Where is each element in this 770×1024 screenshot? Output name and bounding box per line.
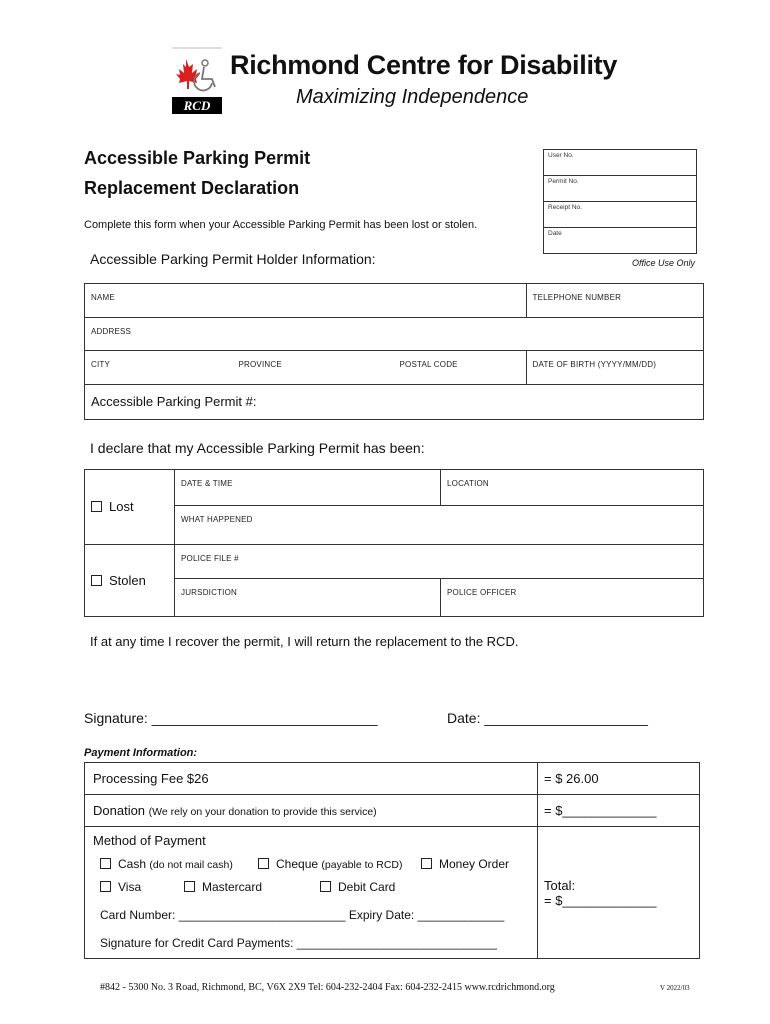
cc-signature-field[interactable]: Signature for Credit Card Payments: ______________________________ [100,936,497,950]
footer-address: #842 - 5300 No. 3 Road, Richmond, BC, V6X 2X9 Tel: 604-232-2404 Fax: 604-232-2415 www.rcdrichmond.org [100,982,555,993]
office-date[interactable]: Date [544,228,696,254]
cheque-note: (payable to RCD) [321,859,403,871]
total-amount-field[interactable]: = $_____________ [544,892,657,908]
stolen-checkbox[interactable] [91,575,102,586]
stolen-label: Stolen [109,572,146,588]
cheque-option[interactable] [258,857,403,871]
mastercard-checkbox[interactable] [184,881,195,892]
jurisdiction-field[interactable]: JURSDICTION [181,588,237,597]
money-order-option[interactable] [421,857,509,871]
city-field[interactable]: CITY [91,360,111,369]
recover-note: If at any time I recover the permit, I will return the replacement to the RCD. [90,634,519,649]
donation-note: (We rely on your donation to provide this service) [148,806,377,818]
visa-label: Visa [118,880,142,894]
card-number-field[interactable]: Card Number: _________________________ Expiry Date: _____________ [100,908,505,922]
what-happened-field[interactable]: WHAT HAPPENED [181,515,253,524]
address-field[interactable]: ADDRESS [91,327,132,336]
cash-checkbox[interactable] [100,858,111,869]
office-receipt-no[interactable]: Receipt No. [544,202,696,228]
declaration-heading: I declare that my Accessible Parking Permit has been: [90,440,425,456]
processing-fee-label: Processing Fee $26 [93,771,209,786]
donation-label: Donation [93,803,146,818]
form-title-line1: Accessible Parking Permit [84,148,311,168]
form-title-line2: Replacement Declaration [84,178,300,198]
holder-heading: Accessible Parking Permit Holder Information: [90,251,376,267]
total-label: Total: [544,877,576,893]
money-order-checkbox[interactable] [421,858,432,869]
visa-checkbox[interactable] [100,881,111,892]
office-user-no[interactable]: User No. [544,150,696,176]
debit-option[interactable] [320,880,395,894]
method-heading: Method of Payment [93,833,206,848]
payment-heading: Payment Information: [84,747,198,759]
cheque-checkbox[interactable] [258,858,269,869]
dob-field[interactable]: DATE OF BIRTH (YYYY/MM/DD) [532,360,657,369]
cash-label: Cash [118,857,147,871]
debit-label: Debit Card [338,880,396,894]
donation-amount-field[interactable]: = $_____________ [544,803,657,818]
org-name: Richmond Centre for Disability [230,50,618,80]
logo-text: RCD [183,98,211,113]
office-use-note: Office Use Only [631,258,695,268]
visa-option[interactable] [100,880,141,894]
mastercard-label: Mastercard [202,880,263,894]
name-field[interactable]: NAME [91,293,115,302]
police-officer-field[interactable]: POLICE OFFICER [447,588,517,597]
police-file-field[interactable]: POLICE FILE # [181,554,239,563]
postal-code-field[interactable]: POSTAL CODE [399,360,458,369]
office-permit-no[interactable]: Permit No. [544,176,696,202]
rcd-logo [172,47,222,115]
cash-note: (do not mail cash) [149,859,233,871]
cheque-label: Cheque [276,857,319,871]
cash-option[interactable] [100,857,233,871]
office-use-box [543,149,697,254]
declaration-table [84,469,704,617]
form-version: V 2022/03 [660,984,690,992]
tagline: Maximizing Independence [296,86,529,108]
location-field[interactable]: LOCATION [447,479,489,488]
lost-checkbox[interactable] [91,501,102,512]
telephone-field[interactable]: TELEPHONE NUMBER [532,293,622,302]
debit-checkbox[interactable] [320,881,331,892]
signature-line[interactable]: Signature: _____________________________ [84,710,378,726]
date-time-field[interactable]: DATE & TIME [181,479,233,488]
province-field[interactable]: PROVINCE [238,360,282,369]
lost-label: Lost [109,499,134,514]
permit-number-field[interactable]: Accessible Parking Permit #: [91,394,257,409]
mastercard-option[interactable] [184,880,262,894]
holder-table [84,283,704,420]
date-line[interactable]: Date: _____________________ [447,710,648,726]
form-instruction: Complete this form when your Accessible Parking Permit has been lost or stolen. [84,219,478,231]
money-order-label: Money Order [439,857,510,871]
processing-fee-amount: = $ 26.00 [544,771,599,786]
payment-table [84,762,700,959]
